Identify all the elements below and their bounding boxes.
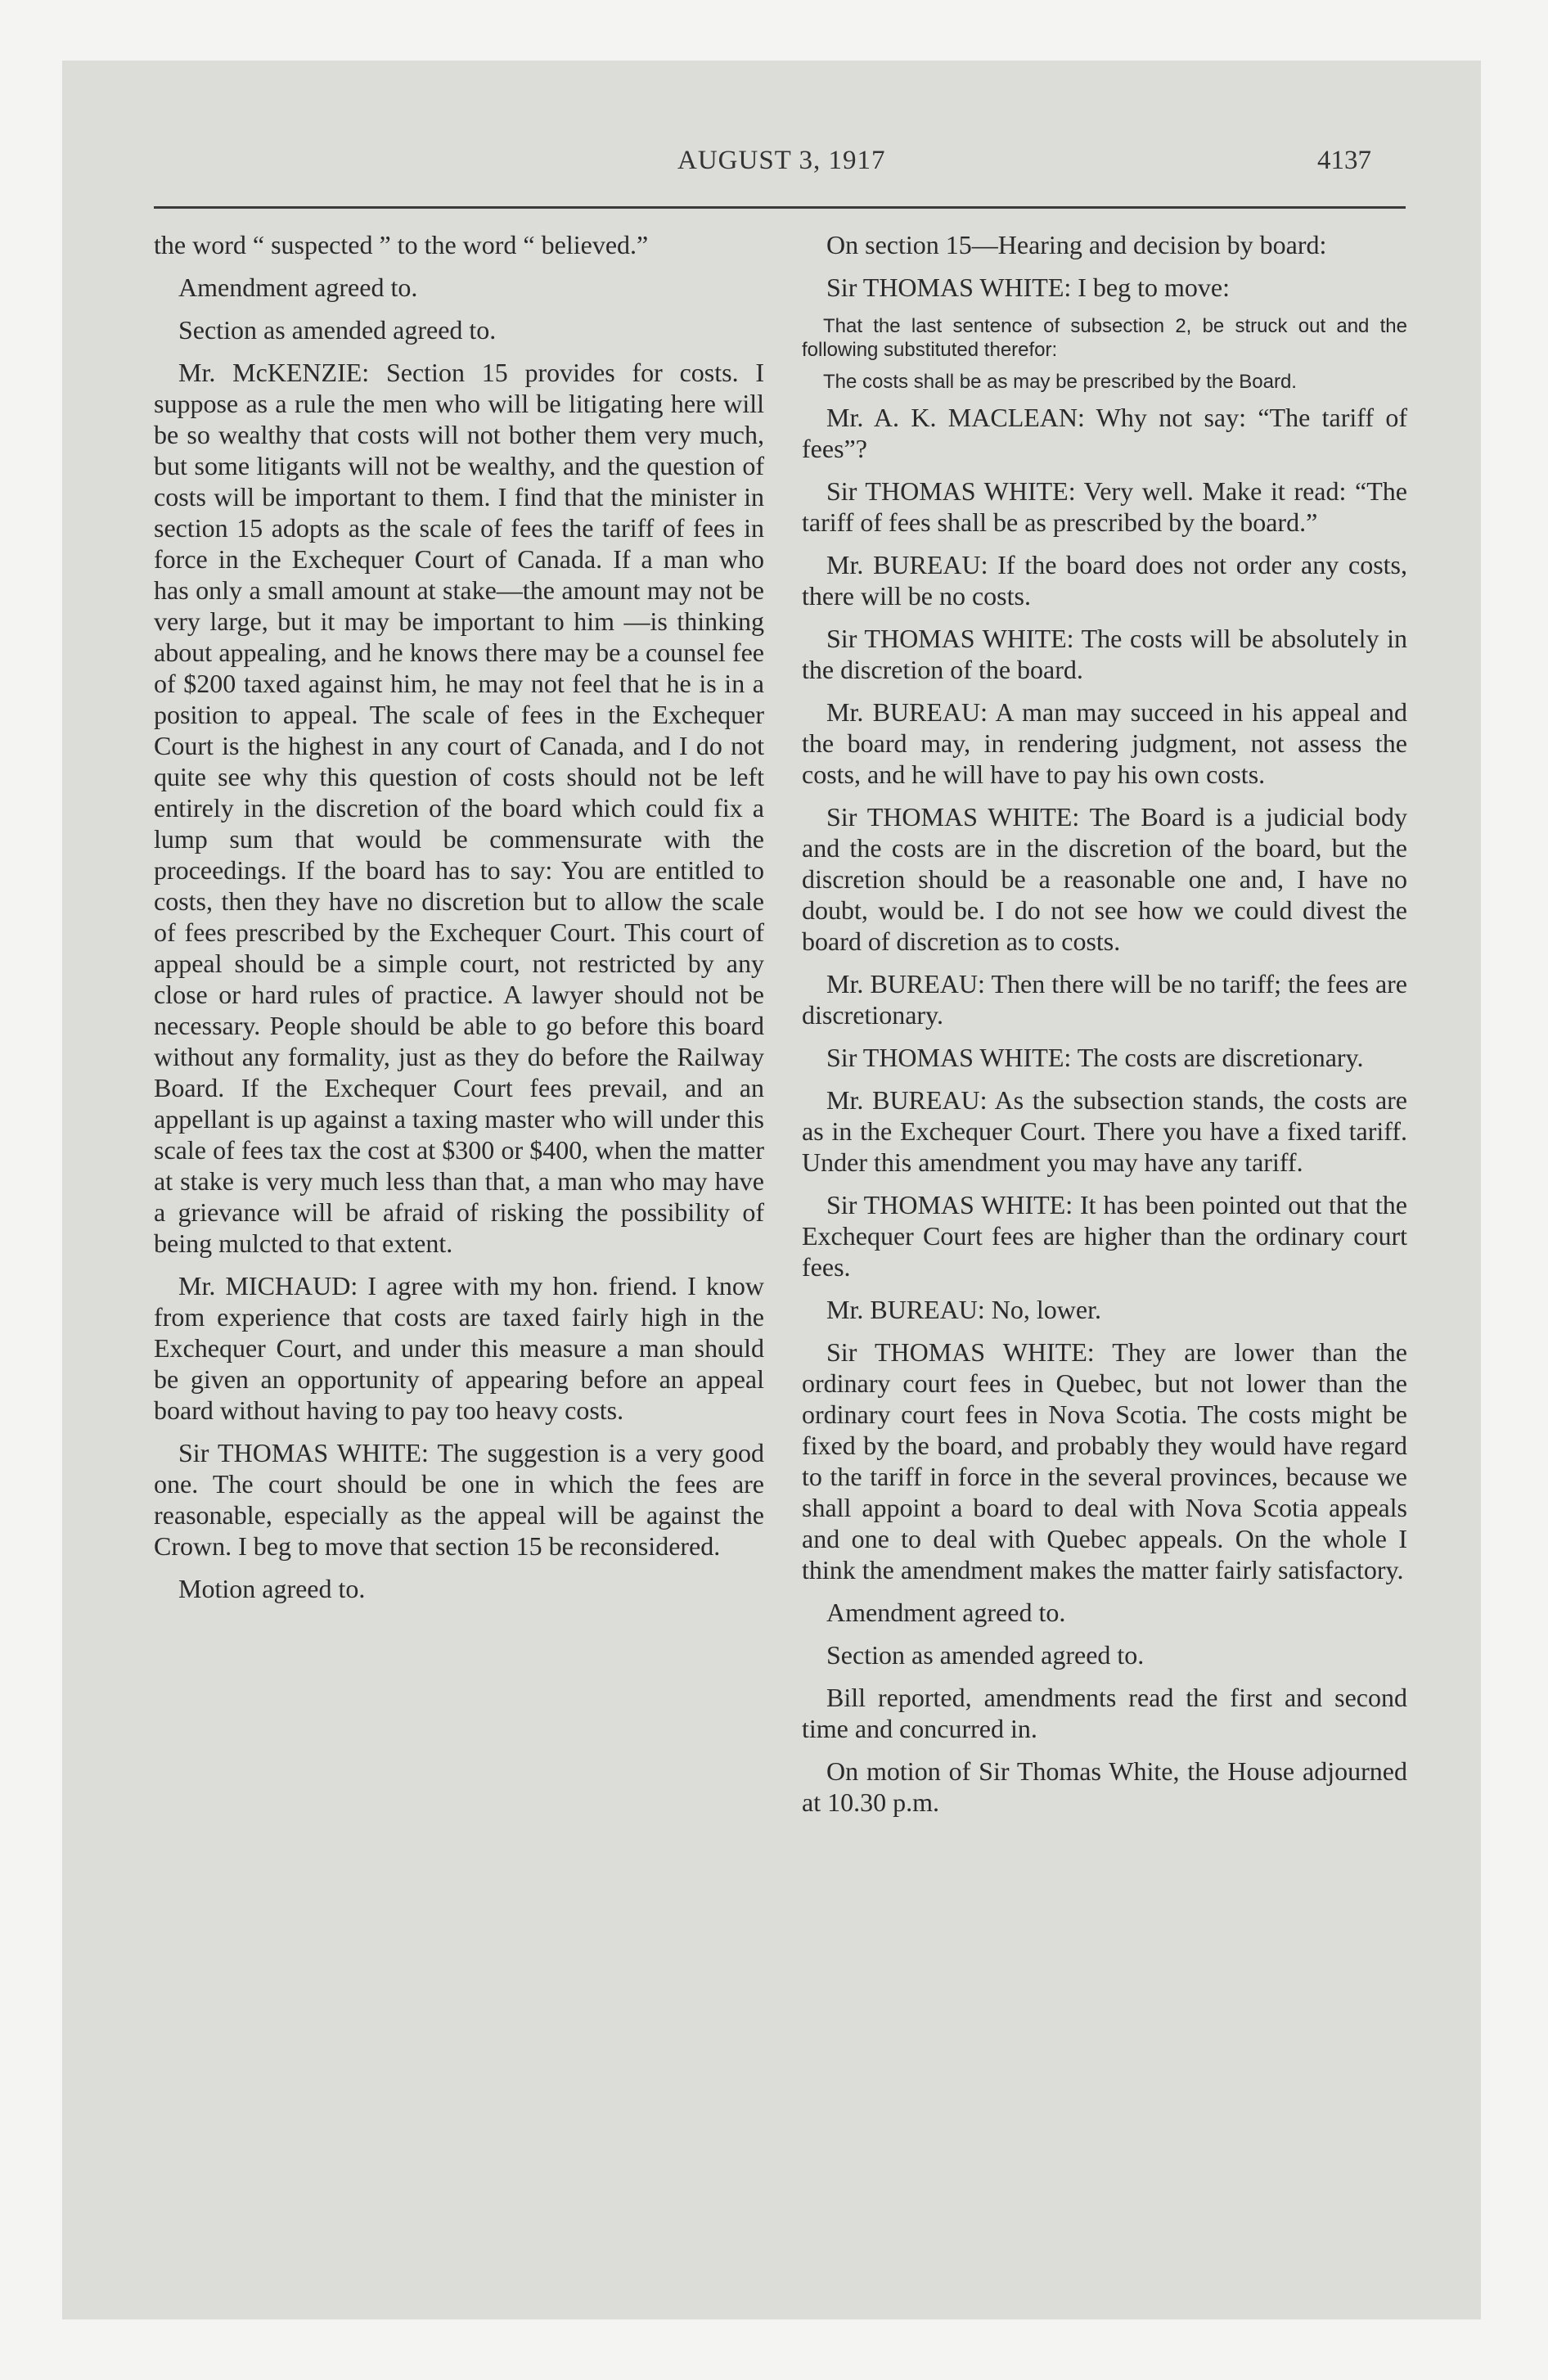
paragraph: Sir THOMAS WHITE: The costs will be absolutely in the discretion of the board. bbox=[802, 624, 1407, 684]
paragraph: Mr. MICHAUD: I agree with my hon. friend. I know from experience that costs are taxed fairly high in the Exchequer Court, and under this measure a man should be given an opportunity of appearing before an appeal board without having to pay too heavy costs. bbox=[154, 1271, 764, 1425]
paragraph: Sir THOMAS WHITE: The Board is a judicial body and the costs are in the discretion of the board, but the discretion should be a reasonable one and, I have no doubt, would be. I do not see how we could divest the board of discretion as to costs. bbox=[802, 802, 1407, 956]
paragraph: Section as amended agreed to. bbox=[178, 315, 497, 345]
motion-quote: The costs shall be as may be prescribed by the Board. bbox=[823, 371, 1297, 393]
page-date: AUGUST 3, 1917 bbox=[677, 146, 886, 175]
paragraph: On section 15—Hearing and decision by board: bbox=[826, 230, 1327, 259]
paragraph: Sir THOMAS WHITE: Very well. Make it read: “The tariff of fees shall be as prescribed by the board.” bbox=[802, 476, 1407, 537]
paragraph: Bill reported, amendments read the first and second time and concurred in. bbox=[802, 1683, 1407, 1743]
paragraph: Mr. BUREAU: A man may succeed in his appeal and the board may, in rendering judgment, not assess the costs, and he will have to pay his own costs. bbox=[802, 697, 1407, 789]
paragraph: Amendment agreed to. bbox=[826, 1598, 1066, 1627]
paragraph: Section as amended agreed to. bbox=[826, 1640, 1145, 1670]
page-number: 4137 bbox=[1317, 146, 1371, 175]
motion-quote: That the last sentence of subsection 2, be struck out and the following substituted therefor: bbox=[802, 315, 1407, 361]
paragraph: Mr. BUREAU: If the board does not order any costs, there will be no costs. bbox=[802, 550, 1407, 611]
paragraph: Amendment agreed to. bbox=[178, 273, 418, 302]
paragraph: Mr. A. K. MACLEAN: Why not say: “The tariff of fees”? bbox=[802, 403, 1407, 463]
paragraph: Mr. BUREAU: Then there will be no tariff; the fees are discretionary. bbox=[802, 969, 1407, 1030]
paragraph: Mr. BUREAU: No, lower. bbox=[826, 1295, 1101, 1324]
paragraph: the word “ suspected ” to the word “ believed.” bbox=[154, 230, 649, 259]
paragraph: Sir THOMAS WHITE: They are lower than the ordinary court fees in Quebec, but not lower than the ordinary court fees in Nova Scotia. The costs might be fixed by the board, and probably they would have regard to the tariff in force in the several provinces, because we shall appoint a board to deal with Nova Scotia appeals and one to deal with Quebec appeals. On the whole I think the amendment makes the matter fairly satisfactory. bbox=[802, 1337, 1407, 1584]
paragraph: Sir THOMAS WHITE: The suggestion is a very good one. The court should be one in which the fees are reasonable, especially as the appeal will be against the Crown. I beg to move that section 15 be reconsidered. bbox=[154, 1438, 764, 1561]
paragraph: On motion of Sir Thomas White, the House adjourned at 10.30 p.m. bbox=[802, 1756, 1407, 1817]
paragraph: Sir THOMAS WHITE: The costs are discretionary. bbox=[826, 1043, 1364, 1072]
paragraph: Motion agreed to. bbox=[178, 1574, 366, 1603]
left-column bbox=[154, 229, 764, 1616]
paragraph: Mr. McKENZIE: Section 15 provides for costs. I suppose as a rule the men who will be litigating here will be so wealthy that costs will not bother them very much, but some litigants will not be wealthy, and the question of costs will be important to them. I find that the minister in section 15 adopts as the scale of fees the tariff of fees in force in the Exchequer Court of Canada. If a man who has only a small amount at stake—the amount may not be very large, but it may be important to him —is thinking about appealing, and he knows there may be a counsel fee of $200 taxed against him, he may not feel that he is in a position to appeal. The scale of fees in the Exchequer Court is the highest in any court of Canada, and I do not quite see why this question of costs should not be left entirely in the discretion of the board which could fix a lump sum that would be commensurate with the proceedings. If the board has to say: You are entitled to costs, then they have no discretion but to allow the scale of fees prescribed by the Exchequer Court. This court of appeal should be a simple court, not restricted by any close or hard rules of practice. A lawyer should not be necessary. People should be able to go before this board without any formality, just as they do before the Railway Board. If the Exchequer Court fees prevail, and an appellant is up against a taxing master who will under this scale of fees tax the cost at $300 or $400, when the matter at stake is very much less than that, a man who may have a grievance will be afraid of risking the possibility of being mulcted to that extent. bbox=[154, 358, 764, 1258]
paragraph: Mr. BUREAU: As the subsection stands, the costs are as in the Exchequer Court. There you have a fixed tariff. Under this amendment you may have any tariff. bbox=[802, 1085, 1407, 1177]
header-divider bbox=[154, 206, 1406, 209]
paragraph: Sir THOMAS WHITE: It has been pointed out that the Exchequer Court fees are higher than the ordinary court fees. bbox=[802, 1190, 1407, 1282]
paragraph: Sir THOMAS WHITE: I beg to move: bbox=[826, 273, 1230, 302]
right-column bbox=[802, 229, 1407, 1829]
